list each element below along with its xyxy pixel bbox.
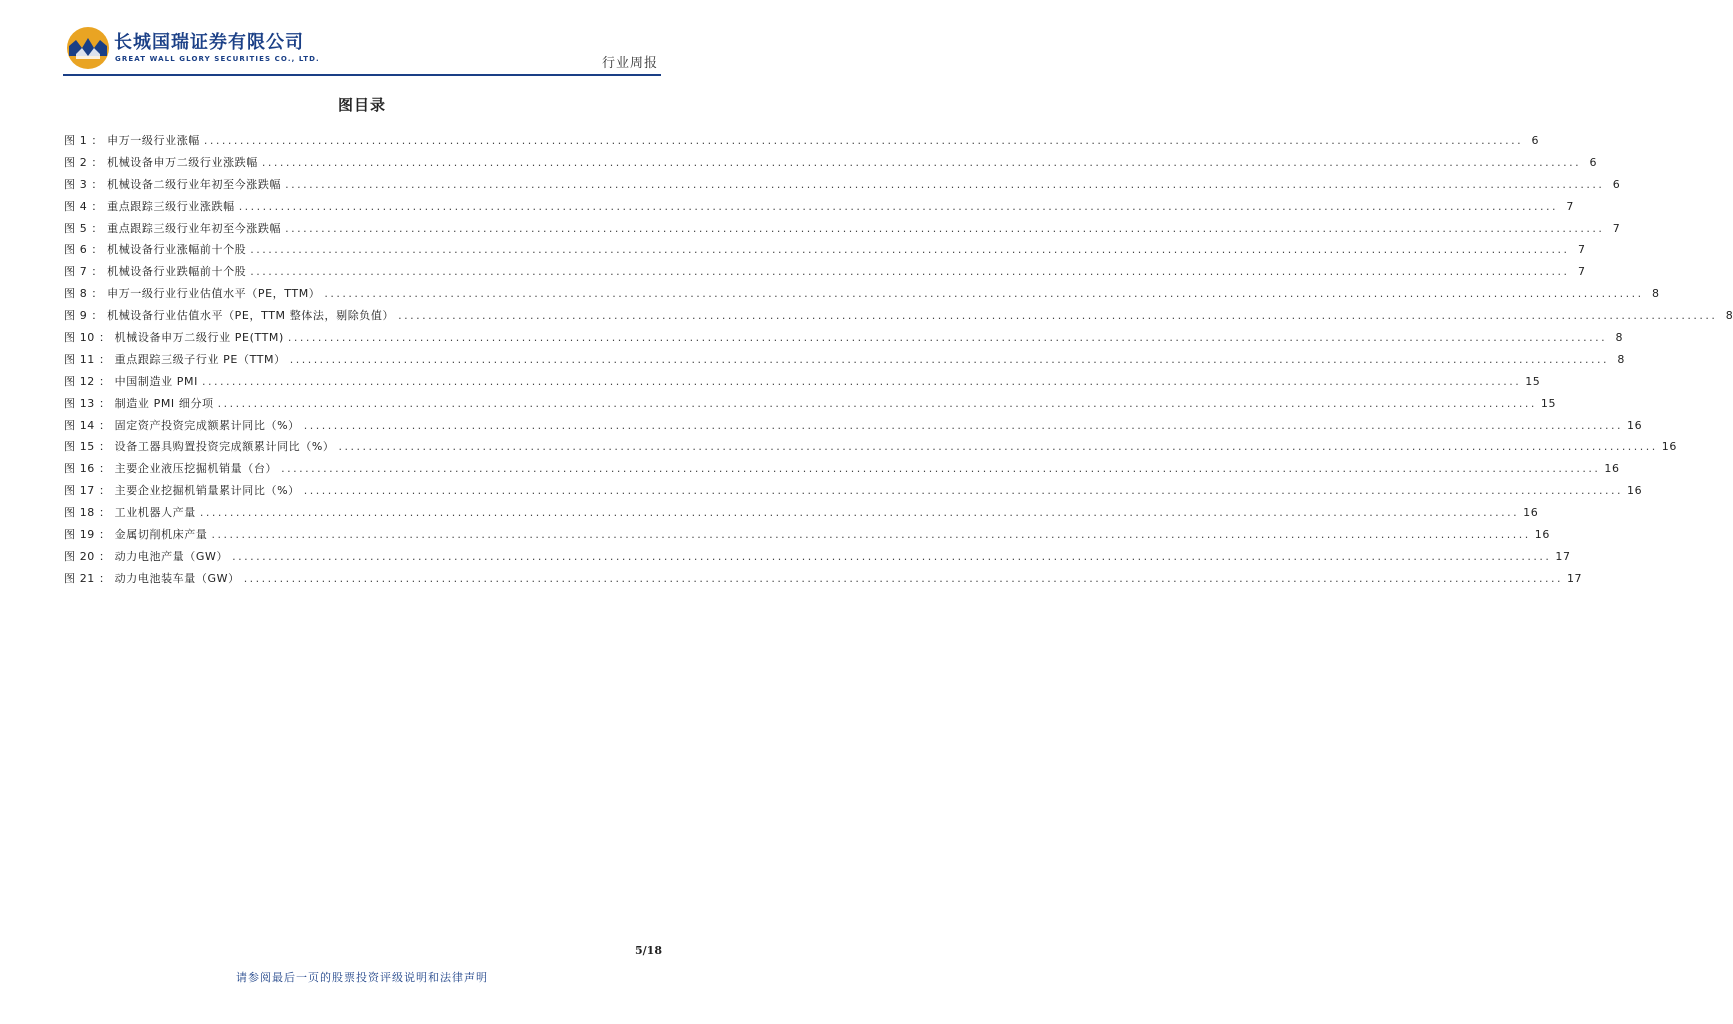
toc-entry-page: 7 <box>1612 221 1621 235</box>
toc-entry-page: 6 <box>1612 177 1621 191</box>
toc-entry-label: 图 15 ： 设备工器具购置投资完成额累计同比（%） <box>64 440 335 454</box>
report-type-label: 行业周报 <box>601 56 658 71</box>
toc-entry-page: 16 <box>1523 506 1539 520</box>
toc-entry-page: 7 <box>1577 243 1586 257</box>
toc-entry-label: 图 13 ： 制造业 PMI 细分项 <box>64 396 214 410</box>
company-logo-icon <box>66 26 110 70</box>
toc-entry-page: 16 <box>1604 462 1620 476</box>
toc-entry-label: 图 2 ： 机械设备申万二级行业涨跌幅 <box>64 155 258 169</box>
toc-leader-dots: ............................................................................................................................................................................................................................ <box>217 396 1537 410</box>
toc-leader-dots: ............................................................................................................................................................................................................................ <box>287 331 1608 345</box>
toc-leader-dots: ............................................................................................................................................................................................................................ <box>243 571 1563 585</box>
toc-leader-dots: ............................................................................................................................................................................................................................ <box>285 221 1605 235</box>
toc-entry-page: 15 <box>1525 374 1541 388</box>
toc-entry-label: 图 7 ： 机械设备行业跌幅前十个股 <box>64 265 247 279</box>
toc-entry[interactable] <box>64 549 1571 572</box>
toc-entry[interactable] <box>64 571 1583 594</box>
toc-entry[interactable] <box>64 221 1621 244</box>
toc-entry[interactable] <box>64 418 1643 441</box>
toc-entry[interactable] <box>64 396 1557 419</box>
toc-entry-page: 8 <box>1617 352 1625 366</box>
toc-leader-dots: ............................................................................................................................................................................................................................ <box>211 528 1531 542</box>
toc-entry-page: 7 <box>1566 199 1574 213</box>
toc-entry[interactable] <box>64 199 1574 222</box>
toc-title: 图目录 <box>337 96 386 114</box>
toc-entry-label: 图 12 ： 中国制造业 PMI <box>64 374 198 388</box>
toc-leader-dots: ............................................................................................................................................................................................................................ <box>338 440 1658 454</box>
toc-entry[interactable] <box>64 374 1541 397</box>
toc-leader-dots: ............................................................................................................................................................................................................................ <box>201 374 1522 388</box>
toc-leader-dots: ............................................................................................................................................................................................................................ <box>250 243 1570 257</box>
toc-leader-dots: ............................................................................................................................................................................................................................ <box>261 155 1582 169</box>
toc-entry-label: 图 9 ： 机械设备行业估值水平（PE，TTM 整体法，剔除负值） <box>64 309 395 323</box>
toc-entry-label: 图 21 ： 动力电池装车量（GW） <box>64 571 240 585</box>
header-divider <box>63 74 661 76</box>
toc-leader-dots: ............................................................................................................................................................................................................................ <box>324 287 1644 301</box>
toc-entry-page: 17 <box>1555 549 1571 563</box>
toc-entry-label: 图 4 ： 重点跟踪三级行业涨跌幅 <box>64 199 235 213</box>
toc-entry-page: 16 <box>1661 440 1677 454</box>
toc-leader-dots: ............................................................................................................................................................................................................................ <box>285 177 1605 191</box>
toc-leader-dots: ............................................................................................................................................................................................................................ <box>303 418 1623 432</box>
toc-leader-dots: ............................................................................................................................................................................................................................ <box>232 549 1552 563</box>
toc-leader-dots: ............................................................................................................................................................................................................................ <box>238 199 1558 213</box>
toc-entry-page: 8 <box>1652 287 1660 301</box>
toc-entry[interactable] <box>64 177 1621 200</box>
toc-entry-label: 图 10 ： 机械设备申万二级行业 PE(TTM) <box>64 331 284 345</box>
toc-leader-dots: ............................................................................................................................................................................................................................ <box>281 462 1601 476</box>
toc-leader-dots: ............................................................................................................................................................................................................................ <box>303 484 1623 498</box>
toc-entry[interactable] <box>64 155 1598 178</box>
toc-entry-page: 7 <box>1577 265 1586 279</box>
toc-entry-label: 图 19 ： 金属切削机床产量 <box>64 528 208 542</box>
toc-entry[interactable] <box>64 331 1624 353</box>
toc-entry-label: 图 3 ： 机械设备二级行业年初至今涨跌幅 <box>64 177 282 191</box>
toc-entry[interactable] <box>64 506 1539 528</box>
toc-entry[interactable] <box>64 462 1620 484</box>
toc-entry-page: 17 <box>1566 571 1583 585</box>
toc-entry-label: 图 5 ： 重点跟踪三级行业年初至今涨跌幅 <box>64 221 282 235</box>
toc-leader-dots: ............................................................................................................................................................................................................................ <box>203 134 1524 147</box>
toc-entry-page: 8 <box>1725 309 1733 323</box>
toc-entry-label: 图 6 ： 机械设备行业涨幅前十个股 <box>64 243 247 257</box>
toc-entry[interactable] <box>64 528 1550 550</box>
toc-entry[interactable] <box>64 352 1625 375</box>
toc-entry[interactable] <box>64 440 1677 462</box>
toc-entry-page: 6 <box>1589 155 1598 169</box>
toc-entry-page: 16 <box>1627 418 1643 432</box>
toc-entry-page: 6 <box>1531 134 1540 147</box>
toc-entry-label: 图 14 ： 固定资产投资完成额累计同比（%） <box>64 418 300 432</box>
page-number: 5/18 <box>635 944 662 957</box>
toc-leader-dots: ............................................................................................................................................................................................................................ <box>199 506 1520 520</box>
toc-entry-label: 图 11 ： 重点跟踪三级子行业 PE（TTM） <box>64 352 286 366</box>
figure-list <box>64 134 1733 594</box>
toc-entry[interactable] <box>64 484 1643 506</box>
toc-entry[interactable] <box>64 134 1540 156</box>
toc-entry-page: 15 <box>1540 396 1557 410</box>
toc-leader-dots: ............................................................................................................................................................................................................................ <box>398 309 1718 323</box>
toc-leader-dots: ............................................................................................................................................................................................................................ <box>289 352 1609 366</box>
company-name-en: GREAT WALL GLORY SECURITIES CO., LTD. <box>115 55 320 63</box>
toc-entry-page: 16 <box>1534 528 1550 542</box>
company-name-cn: 长城国瑞证券有限公司 <box>114 32 304 53</box>
toc-entry-label: 图 8 ： 申万一级行业行业估值水平（PE，TTM） <box>64 287 321 301</box>
toc-entry-page: 16 <box>1627 484 1643 498</box>
toc-entry[interactable] <box>64 309 1733 331</box>
toc-entry-label: 图 18 ： 工业机器人产量 <box>64 506 196 520</box>
toc-entry-label: 图 20 ： 动力电池产量（GW） <box>64 549 229 563</box>
toc-entry-label: 图 17 ： 主要企业挖掘机销量累计同比（%） <box>64 484 300 498</box>
toc-entry[interactable] <box>64 243 1586 265</box>
toc-entry-label: 图 16 ： 主要企业液压挖掘机销量（台） <box>64 462 278 476</box>
toc-entry[interactable] <box>64 287 1660 309</box>
footer-disclaimer: 请参阅最后一页的股票投资评级说明和法律声明 <box>236 971 488 984</box>
toc-leader-dots: ............................................................................................................................................................................................................................ <box>250 265 1570 279</box>
toc-entry-page: 8 <box>1615 331 1624 345</box>
toc-entry[interactable] <box>64 265 1586 287</box>
toc-entry-label: 图 1 ： 申万一级行业涨幅 <box>64 134 200 147</box>
